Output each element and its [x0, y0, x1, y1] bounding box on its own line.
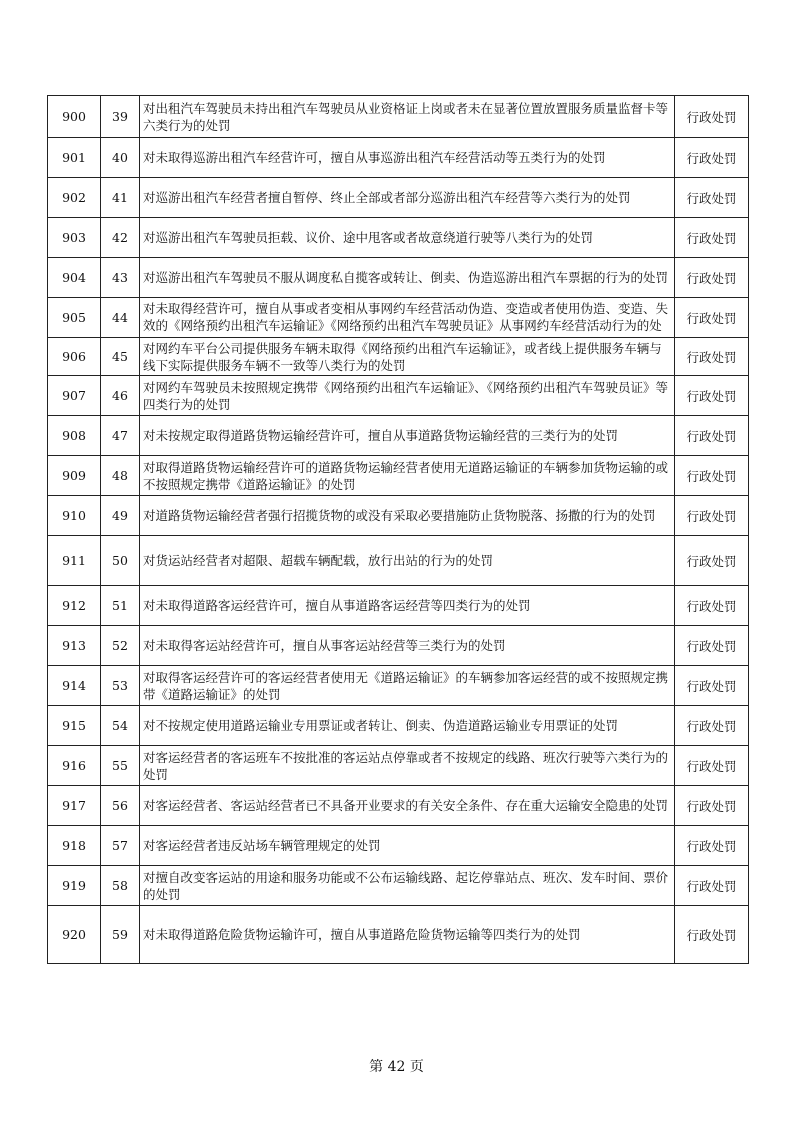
- row-category-cell: [675, 626, 749, 666]
- row-sub-number-cell: [101, 138, 140, 178]
- row-number: 920: [62, 927, 86, 942]
- row-category-cell: [675, 138, 749, 178]
- row-description-cell: [140, 826, 675, 866]
- row-category: 行政处罚: [686, 638, 737, 654]
- table-row: [48, 866, 749, 906]
- row-description: 对客运经营者的客运班车不按批准的客运站点停靠或者不按规定的线路、班次行驶等六类行为的处罚: [143, 749, 669, 782]
- row-category-cell: [675, 178, 749, 218]
- row-sub-number-cell: [101, 456, 140, 496]
- row-sub-number-cell: [101, 786, 140, 826]
- row-sub-number: 52: [112, 638, 128, 653]
- row-category: 行政处罚: [686, 109, 737, 125]
- row-category-cell: [675, 866, 749, 906]
- row-sub-number-cell: [101, 96, 140, 138]
- row-sub-number: 46: [112, 388, 128, 403]
- row-sub-number: 55: [112, 758, 128, 773]
- row-category: 行政处罚: [686, 270, 737, 286]
- row-description-cell: [140, 138, 675, 178]
- row-description-cell: [140, 258, 675, 298]
- row-description-cell: [140, 786, 675, 826]
- row-description: 对出租汽车驾驶员未持出租汽车驾驶员从业资格证上岗或者未在显著位置放置服务质量监督卡等六类行为的处罚: [143, 100, 669, 133]
- row-sub-number: 41: [112, 190, 128, 205]
- row-category-cell: [675, 218, 749, 258]
- row-category-cell: [675, 96, 749, 138]
- row-sub-number-cell: [101, 376, 140, 416]
- row-sub-number: 40: [112, 150, 128, 165]
- row-number: 900: [62, 109, 86, 124]
- row-sub-number-cell: [101, 258, 140, 298]
- row-description-cell: [140, 866, 675, 906]
- row-number-cell: [48, 706, 101, 746]
- row-category: 行政处罚: [686, 838, 737, 854]
- row-description: 对未按规定取得道路货物运输经营许可，擅自从事道路货物运输经营的三类行为的处罚: [143, 428, 619, 443]
- row-category: 行政处罚: [686, 598, 737, 614]
- row-number: 912: [62, 598, 86, 613]
- row-sub-number: 49: [112, 508, 128, 523]
- row-description-cell: [140, 536, 675, 586]
- row-category-cell: [675, 376, 749, 416]
- row-category: 行政处罚: [686, 878, 737, 894]
- row-description: 对未取得道路客运经营许可，擅自从事道路客运经营等四类行为的处罚: [143, 598, 531, 613]
- table-row: [48, 138, 749, 178]
- row-category: 行政处罚: [686, 349, 737, 365]
- row-category-cell: [675, 786, 749, 826]
- table-row: [48, 456, 749, 496]
- row-category-cell: [675, 826, 749, 866]
- row-description-cell: [140, 338, 675, 376]
- table-row: [48, 376, 749, 416]
- row-sub-number-cell: [101, 906, 140, 964]
- row-sub-number: 56: [112, 798, 128, 813]
- row-sub-number-cell: [101, 706, 140, 746]
- row-number: 901: [62, 150, 86, 165]
- row-number: 916: [62, 758, 86, 773]
- row-sub-number-cell: [101, 746, 140, 786]
- row-category: 行政处罚: [686, 388, 737, 404]
- row-number: 906: [62, 349, 86, 364]
- row-category-cell: [675, 586, 749, 626]
- row-category: 行政处罚: [686, 678, 737, 694]
- row-description-cell: [140, 298, 675, 338]
- row-number-cell: [48, 298, 101, 338]
- row-number-cell: [48, 586, 101, 626]
- row-description: 对擅自改变客运站的用途和服务功能或不公布运输线路、起讫停靠站点、班次、发车时间、票价的处罚: [143, 869, 669, 902]
- row-number-cell: [48, 258, 101, 298]
- row-number: 913: [62, 638, 86, 653]
- table-row: [48, 786, 749, 826]
- row-number: 915: [62, 718, 86, 733]
- row-category: 行政处罚: [686, 230, 737, 246]
- row-category: 行政处罚: [686, 428, 737, 444]
- row-sub-number-cell: [101, 666, 140, 706]
- row-description: 对未取得经营许可，擅自从事或者变相从事网约车经营活动伪造、变造或者使用伪造、变造、失效的《网络预约出租汽车运输证》《网络预约出租汽车驾驶员证》从事网约车经营活动行为的处: [143, 300, 669, 333]
- row-sub-number-cell: [101, 416, 140, 456]
- row-description-cell: [140, 666, 675, 706]
- row-number-cell: [48, 746, 101, 786]
- row-number: 919: [62, 878, 86, 893]
- row-number: 911: [62, 553, 86, 568]
- row-number-cell: [48, 826, 101, 866]
- row-description: 对未取得道路危险货物运输许可，擅自从事道路危险货物运输等四类行为的处罚: [143, 927, 581, 942]
- row-description-cell: [140, 96, 675, 138]
- row-category-cell: [675, 906, 749, 964]
- row-number: 903: [62, 230, 86, 245]
- row-number-cell: [48, 178, 101, 218]
- row-category-cell: [675, 298, 749, 338]
- table-row: [48, 218, 749, 258]
- table-row: [48, 338, 749, 376]
- row-number: 914: [62, 678, 86, 693]
- table-row: [48, 178, 749, 218]
- table-row: [48, 258, 749, 298]
- row-description-cell: [140, 496, 675, 536]
- row-number-cell: [48, 456, 101, 496]
- row-description-cell: [140, 626, 675, 666]
- row-category: 行政处罚: [686, 310, 737, 326]
- row-description: 对网约车驾驶员未按照规定携带《网络预约出租汽车运输证》、《网络预约出租汽车驾驶员证》等四类行为的处罚: [143, 379, 669, 412]
- table-row: [48, 826, 749, 866]
- row-number: 918: [62, 838, 86, 853]
- row-category: 行政处罚: [686, 190, 737, 206]
- row-category: 行政处罚: [686, 150, 737, 166]
- row-number: 910: [62, 508, 86, 523]
- table-row: [48, 536, 749, 586]
- row-description-cell: [140, 746, 675, 786]
- table-row: [48, 706, 749, 746]
- row-category-cell: [675, 706, 749, 746]
- row-sub-number-cell: [101, 178, 140, 218]
- row-description: 对巡游出租汽车经营者擅自暂停、终止全部或者部分巡游出租汽车经营等六类行为的处罚: [143, 190, 631, 205]
- row-number-cell: [48, 376, 101, 416]
- items-table: [47, 95, 749, 964]
- row-description: 对道路货物运输经营者强行招揽货物的或没有采取必要措施防止货物脱落、扬撒的行为的处罚: [143, 508, 656, 523]
- row-sub-number: 50: [112, 553, 128, 568]
- row-sub-number: 58: [112, 878, 128, 893]
- row-number-cell: [48, 416, 101, 456]
- row-description-cell: [140, 456, 675, 496]
- row-sub-number: 47: [112, 428, 128, 443]
- row-description: 对未取得巡游出租汽车经营许可，擅自从事巡游出租汽车经营活动等五类行为的处罚: [143, 150, 606, 165]
- table-row: [48, 416, 749, 456]
- table-row: [48, 626, 749, 666]
- table-row: [48, 746, 749, 786]
- row-number: 917: [62, 798, 86, 813]
- row-number-cell: [48, 96, 101, 138]
- row-description: 对网约车平台公司提供服务车辆未取得《网络预约出租汽车运输证》，或者线上提供服务车辆与线下实际提供服务车辆不一致等八类行为的处罚: [143, 340, 662, 373]
- row-category: 行政处罚: [686, 468, 737, 484]
- page-number: 第 42 页: [369, 1059, 424, 1075]
- row-description-cell: [140, 906, 675, 964]
- row-sub-number-cell: [101, 338, 140, 376]
- row-number: 904: [62, 270, 86, 285]
- row-description-cell: [140, 178, 675, 218]
- row-category: 行政处罚: [686, 927, 737, 943]
- row-sub-number-cell: [101, 586, 140, 626]
- row-sub-number: 42: [112, 230, 128, 245]
- row-category: 行政处罚: [686, 508, 737, 524]
- row-sub-number: 43: [112, 270, 128, 285]
- row-sub-number: 48: [112, 468, 128, 483]
- row-category: 行政处罚: [686, 758, 737, 774]
- row-sub-number-cell: [101, 218, 140, 258]
- table-row: [48, 906, 749, 964]
- row-number-cell: [48, 906, 101, 964]
- row-category-cell: [675, 536, 749, 586]
- row-description: 对货运站经营者对超限、超载车辆配载，放行出站的行为的处罚: [143, 553, 494, 568]
- row-sub-number: 59: [112, 927, 128, 942]
- row-number: 907: [62, 388, 86, 403]
- row-sub-number-cell: [101, 298, 140, 338]
- row-description-cell: [140, 586, 675, 626]
- row-description: 对巡游出租汽车驾驶员拒载、议价、途中甩客或者故意绕道行驶等八类行为的处罚: [143, 230, 594, 245]
- row-sub-number: 39: [112, 109, 128, 124]
- row-sub-number: 57: [112, 838, 128, 853]
- row-sub-number-cell: [101, 626, 140, 666]
- row-category-cell: [675, 416, 749, 456]
- table-row: [48, 586, 749, 626]
- row-number-cell: [48, 666, 101, 706]
- row-number: 909: [62, 468, 86, 483]
- row-sub-number: 51: [112, 598, 128, 613]
- row-description: 对客运经营者违反站场车辆管理规定的处罚: [143, 838, 381, 853]
- row-category-cell: [675, 338, 749, 376]
- row-sub-number-cell: [101, 496, 140, 536]
- row-description: 对取得道路货物运输经营许可的道路货物运输经营者使用无道路运输证的车辆参加货物运输的或不按照规定携带《道路运输证》的处罚: [143, 459, 669, 492]
- row-number-cell: [48, 626, 101, 666]
- row-number-cell: [48, 496, 101, 536]
- row-number: 902: [62, 190, 86, 205]
- row-category-cell: [675, 746, 749, 786]
- row-number-cell: [48, 338, 101, 376]
- row-sub-number: 45: [112, 349, 128, 364]
- row-number-cell: [48, 218, 101, 258]
- row-sub-number-cell: [101, 826, 140, 866]
- row-category: 行政处罚: [686, 553, 737, 569]
- row-number: 908: [62, 428, 86, 443]
- row-number: 905: [62, 310, 86, 325]
- row-sub-number: 53: [112, 678, 128, 693]
- row-description: 对不按规定使用道路运输业专用票证或者转让、倒卖、伪造道路运输业专用票证的处罚: [143, 718, 619, 733]
- row-category-cell: [675, 258, 749, 298]
- table-body: [48, 96, 749, 964]
- table-row: [48, 96, 749, 138]
- row-sub-number: 44: [112, 310, 128, 325]
- table-row: [48, 666, 749, 706]
- row-number-cell: [48, 786, 101, 826]
- row-description: 对客运经营者、客运站经营者已不具备开业要求的有关安全条件、存在重大运输安全隐患的处罚: [143, 798, 669, 813]
- table-row: [48, 298, 749, 338]
- row-number-cell: [48, 138, 101, 178]
- row-sub-number-cell: [101, 536, 140, 586]
- row-sub-number-cell: [101, 866, 140, 906]
- row-number-cell: [48, 536, 101, 586]
- table-row: [48, 496, 749, 536]
- row-description-cell: [140, 218, 675, 258]
- row-description: 对未取得客运站经营许可，擅自从事客运站经营等三类行为的处罚: [143, 638, 506, 653]
- row-number-cell: [48, 866, 101, 906]
- row-description-cell: [140, 416, 675, 456]
- row-category: 行政处罚: [686, 798, 737, 814]
- row-category: 行政处罚: [686, 718, 737, 734]
- row-description: 对取得客运经营许可的客运经营者使用无《道路运输证》的车辆参加客运经营的或不按照规定携带《道路运输证》的处罚: [143, 669, 669, 702]
- row-category-cell: [675, 456, 749, 496]
- row-category-cell: [675, 496, 749, 536]
- row-description-cell: [140, 706, 675, 746]
- row-category-cell: [675, 666, 749, 706]
- row-description: 对巡游出租汽车驾驶员不服从调度私自揽客或转让、倒卖、伪造巡游出租汽车票据的行为的处罚: [143, 270, 669, 285]
- row-description-cell: [140, 376, 675, 416]
- row-sub-number: 54: [112, 718, 128, 733]
